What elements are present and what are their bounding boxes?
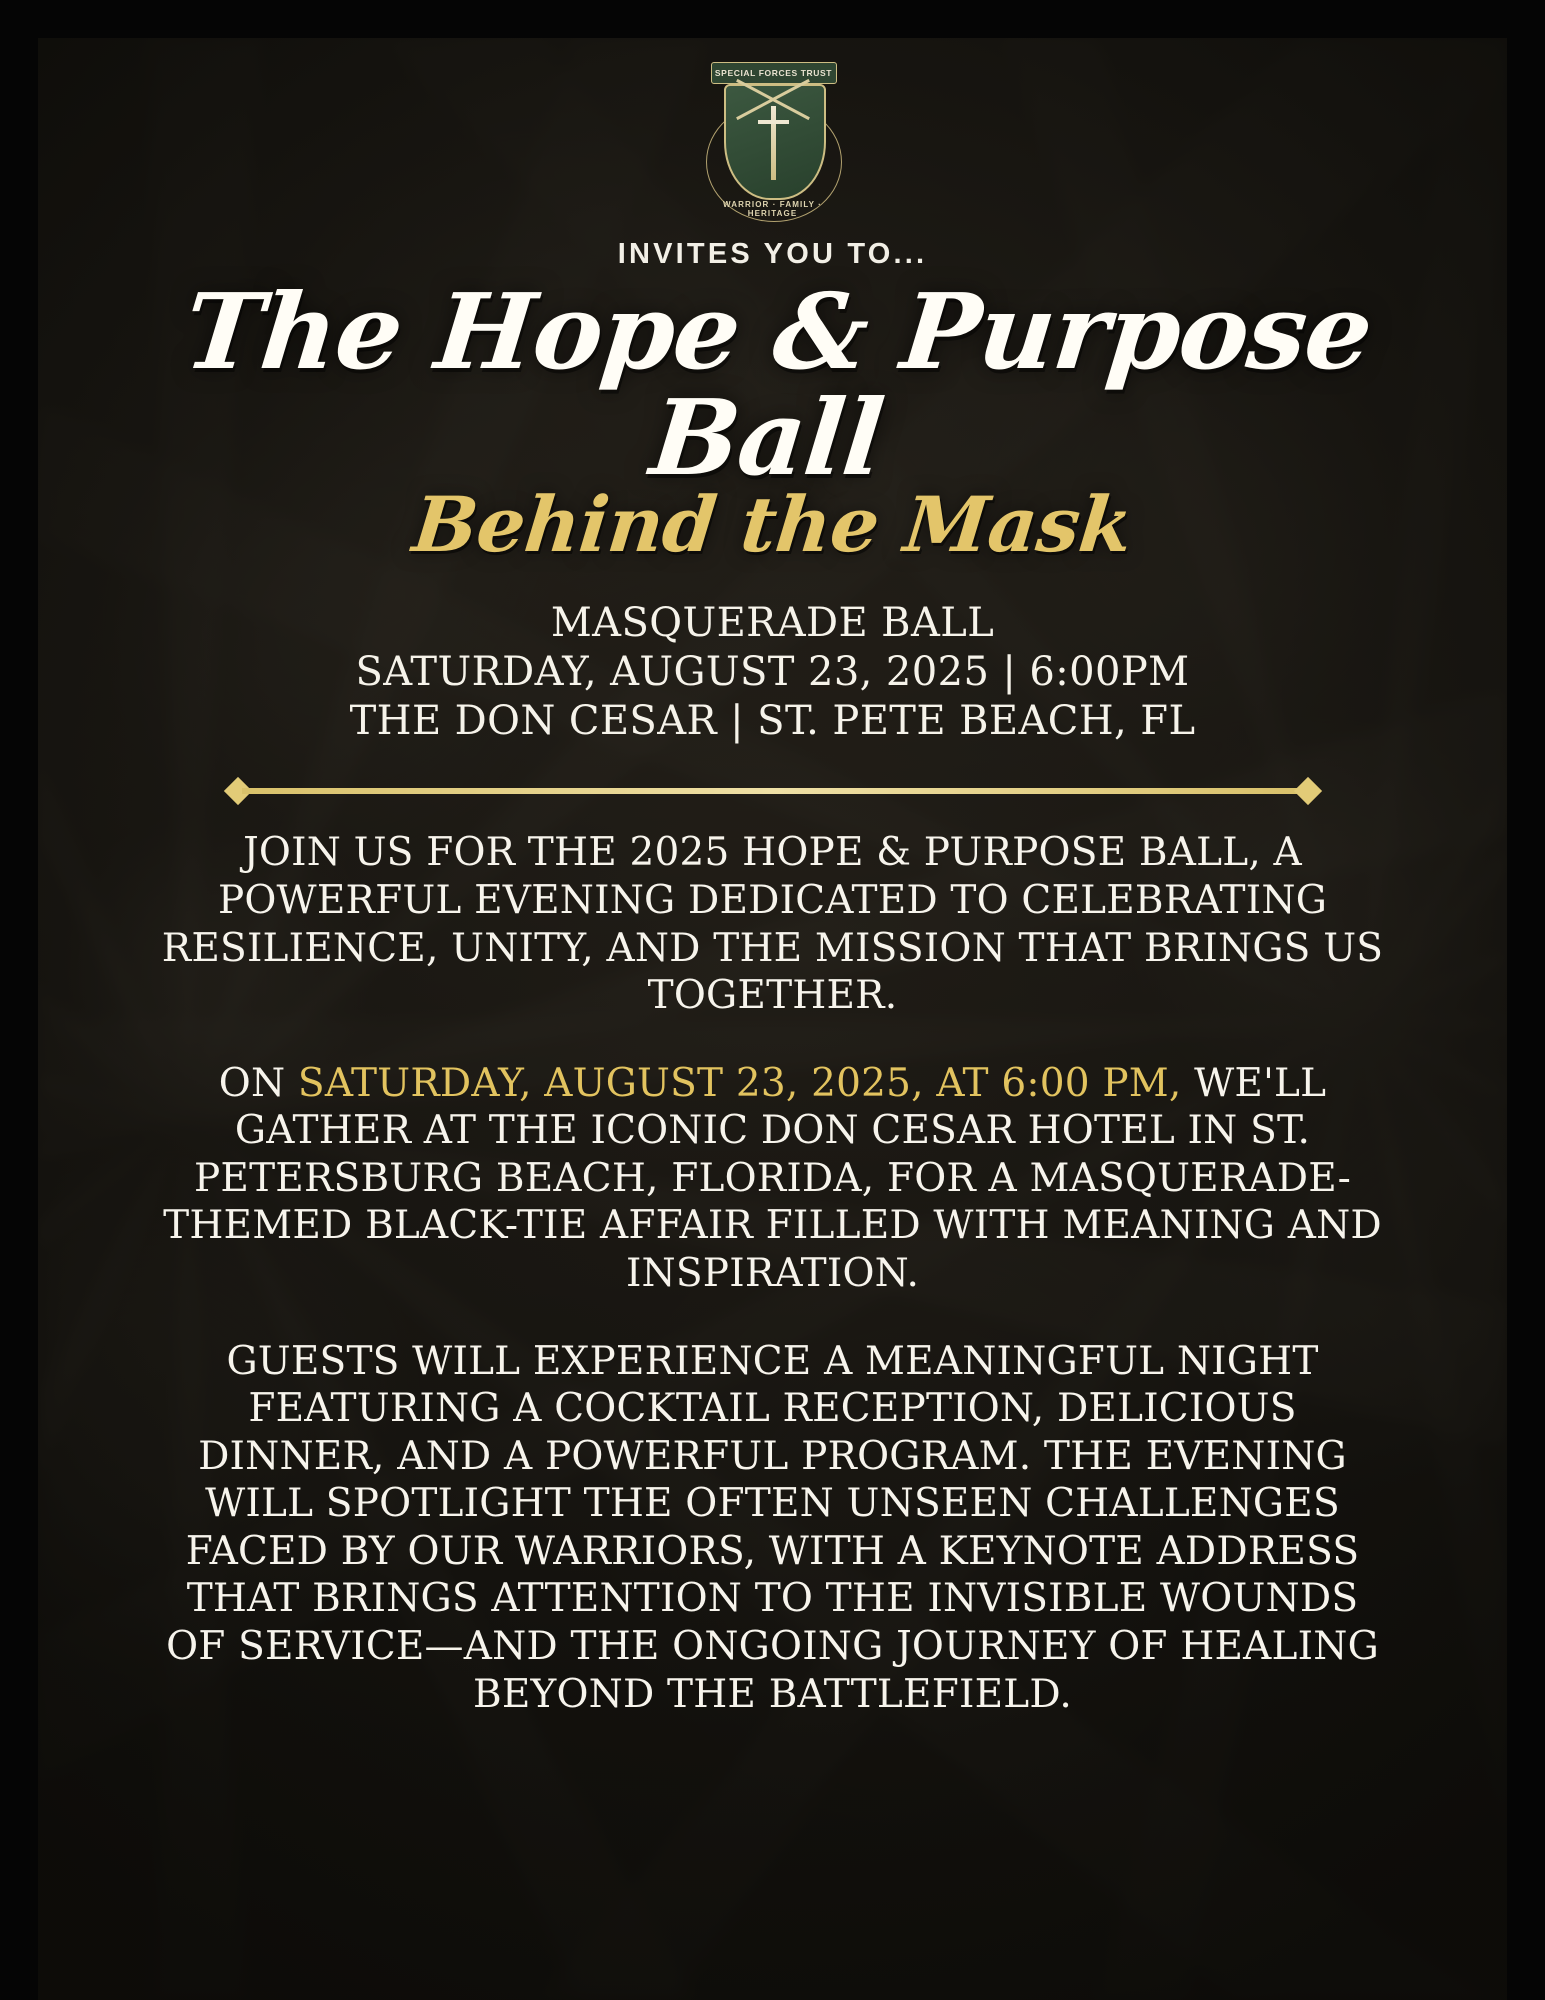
crest-container (38, 38, 1507, 224)
crest-tab-label: SPECIAL FORCES TRUST (714, 68, 833, 78)
gold-divider (228, 779, 1318, 803)
body-paragraph (155, 1338, 1390, 1719)
invites-line: INVITES YOU TO... (617, 238, 928, 270)
body-paragraph (155, 1060, 1390, 1298)
page-subtitle: Behind the Mask (408, 480, 1137, 570)
event-details (38, 599, 1507, 745)
paragraph-text: JOIN US FOR THE 2025 HOPE & PURPOSE BALL, A POWERFUL EVENING DEDICATED TO CELEBRATING RESILIENCE, UNITY, AND THE MISSION THAT BRINGS US TOGETHER. (161, 830, 1384, 1019)
paragraph-text: GUESTS WILL EXPERIENCE A MEANINGFUL NIGHT FEATURING A COCKTAIL RECEPTION, DELICIOUS DINNER, AND A POWERFUL PROGRAM. THE EVENING WILL SPOTLIGHT THE OFTEN UNSEEN CHALLENGES FACED BY OUR WARRIORS, WITH A KEYNOTE ADDRESS THAT BRINGS ATTENTION TO THE INVISIBLE WOUNDS OF SERVICE—AND THE ONGOING JOURNEY OF HEALING BEYOND THE BATTLEFIELD. (166, 1338, 1379, 1717)
highlighted-text: SATURDAY, AUGUST 23, 2025, AT 6:00 PM, (297, 1060, 1182, 1106)
event-detail-line: MASQUERADE BALL (550, 599, 995, 646)
body-paragraph (155, 829, 1390, 1019)
crest-tab (711, 62, 837, 84)
event-detail-line: THE DON CESAR | ST. PETE BEACH, FL (349, 697, 1196, 744)
flyer-content (38, 38, 1507, 2000)
crest-motto-label: WARRIOR · FAMILY · HERITAGE (723, 200, 822, 218)
page-title: The Hope & Purpose Ball (178, 270, 1378, 500)
divider-bar (242, 788, 1304, 794)
special-forces-crest-icon (684, 62, 862, 224)
flyer-canvas (38, 38, 1507, 2000)
body-copy (155, 829, 1390, 1718)
crest-motto-container (706, 102, 840, 220)
paragraph-text: ON (218, 1060, 298, 1106)
paragraph-text: WE'LL GATHER AT THE ICONIC DON CESAR HOTEL IN ST. PETERSBURG BEACH, FLORIDA, FOR A MASQUERADE-THEMED BLACK-TIE AFFAIR FILLED WITH MEANING AND INSPIRATION. (163, 1060, 1382, 1296)
divider-diamond-right-icon (1293, 777, 1321, 805)
event-detail-line: SATURDAY, AUGUST 23, 2025 | 6:00PM (355, 648, 1190, 695)
